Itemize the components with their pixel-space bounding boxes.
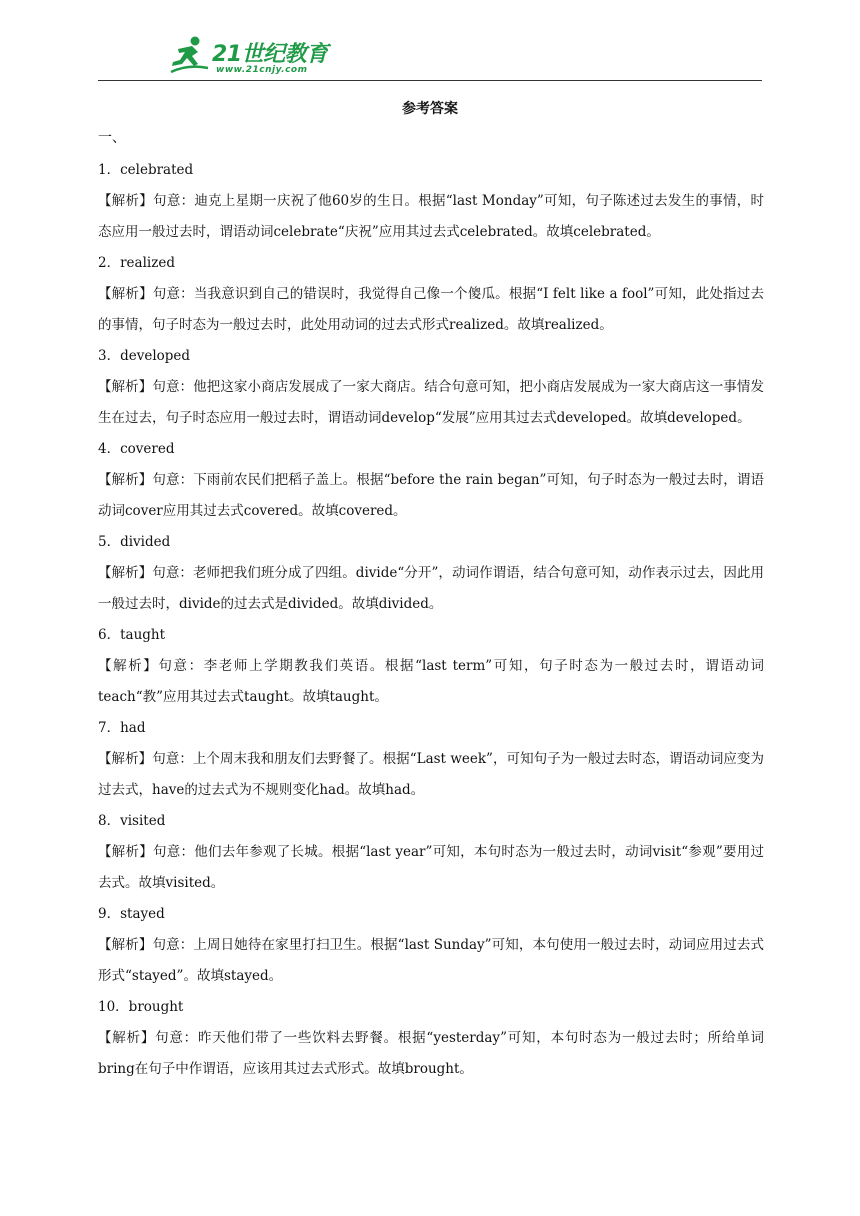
analysis-6: 【解析】句意：李老师上学期教我们英语。根据“last term”可知，句子时态为一般过去时，谓语动词teach“教”应用其过去式taught。故填taught。 (98, 658, 764, 705)
answer-5: 5．divided (98, 534, 171, 550)
answer-10: 10．brought (98, 999, 184, 1015)
logo-text: 21世纪教育 (212, 42, 328, 67)
analysis-5: 【解析】句意：老师把我们班分成了四组。divide“分开”，动词作谓语，结合句意可知，动作表示过去，因此用一般过去时，divide的过去式是divided。故填divided。 (98, 565, 764, 612)
answer-2: 2．realized (98, 255, 175, 271)
answer-7: 7．had (98, 720, 146, 736)
analysis-8: 【解析】句意：他们去年参观了长城。根据“last year”可知，本句时态为一般过去时，动词visit“参观”要用过去式。故填visited。 (98, 844, 764, 891)
answer-list (98, 155, 764, 1085)
answer-4: 4．covered (98, 441, 175, 457)
page-title: 参考答案 (402, 101, 458, 117)
analysis-2: 【解析】句意：当我意识到自己的错误时，我觉得自己像一个傻瓜。根据“I felt like a fool”可知，此处指过去的事情，句子时态为一般过去时，此处用动词的过去式形式realized。故填realized。 (98, 286, 764, 333)
answer-8: 8．visited (98, 813, 166, 829)
analysis-9: 【解析】句意：上周日她待在家里打扫卫生。根据“last Sunday”可知，本句使用一般过去时，动词应用过去式形式“stayed”。故填stayed。 (98, 937, 764, 984)
logo-url: www.21cnjy.com (216, 65, 308, 75)
answer-3: 3．developed (98, 348, 191, 364)
analysis-4: 【解析】句意：下雨前农民们把稻子盖上。根据“before the rain began”可知，句子时态为一般过去时，谓语动词cover应用其过去式covered。故填covered。 (98, 472, 764, 519)
answer-9: 9．stayed (98, 906, 165, 922)
analysis-7: 【解析】句意：上个周末我和朋友们去野餐了。根据“Last week”，可知句子为一般过去时态，谓语动词应变为过去式，have的过去式为不规则变化had。故填had。 (98, 751, 764, 798)
analysis-10: 【解析】句意：昨天他们带了一些饮料去野餐。根据“yesterday”可知，本句时态为一般过去时；所给单词bring在句子中作谓语，应该用其过去式形式。故填brought。 (98, 1030, 764, 1077)
page-header (98, 30, 762, 81)
analysis-3: 【解析】句意：他把这家小商店发展成了一家大商店。结合句意可知，把小商店发展成为一家大商店这一事情发生在过去，句子时态应用一般过去时，谓语动词develop“发展”应用其过去式developed。故填developed。 (98, 379, 764, 426)
analysis-1: 【解析】句意：迪克上星期一庆祝了他60岁的生日。根据“last Monday”可知，句子陈述过去发生的事情，时态应用一般过去时，谓语动词celebrate“庆祝”应用其过去式celebrated。故填celebrated。 (98, 193, 764, 240)
runner-logo-icon (168, 34, 210, 76)
logo (168, 34, 338, 76)
answer-6: 6．taught (98, 627, 166, 643)
section-heading: 一、 (98, 130, 126, 146)
answer-1: 1．celebrated (98, 162, 194, 178)
